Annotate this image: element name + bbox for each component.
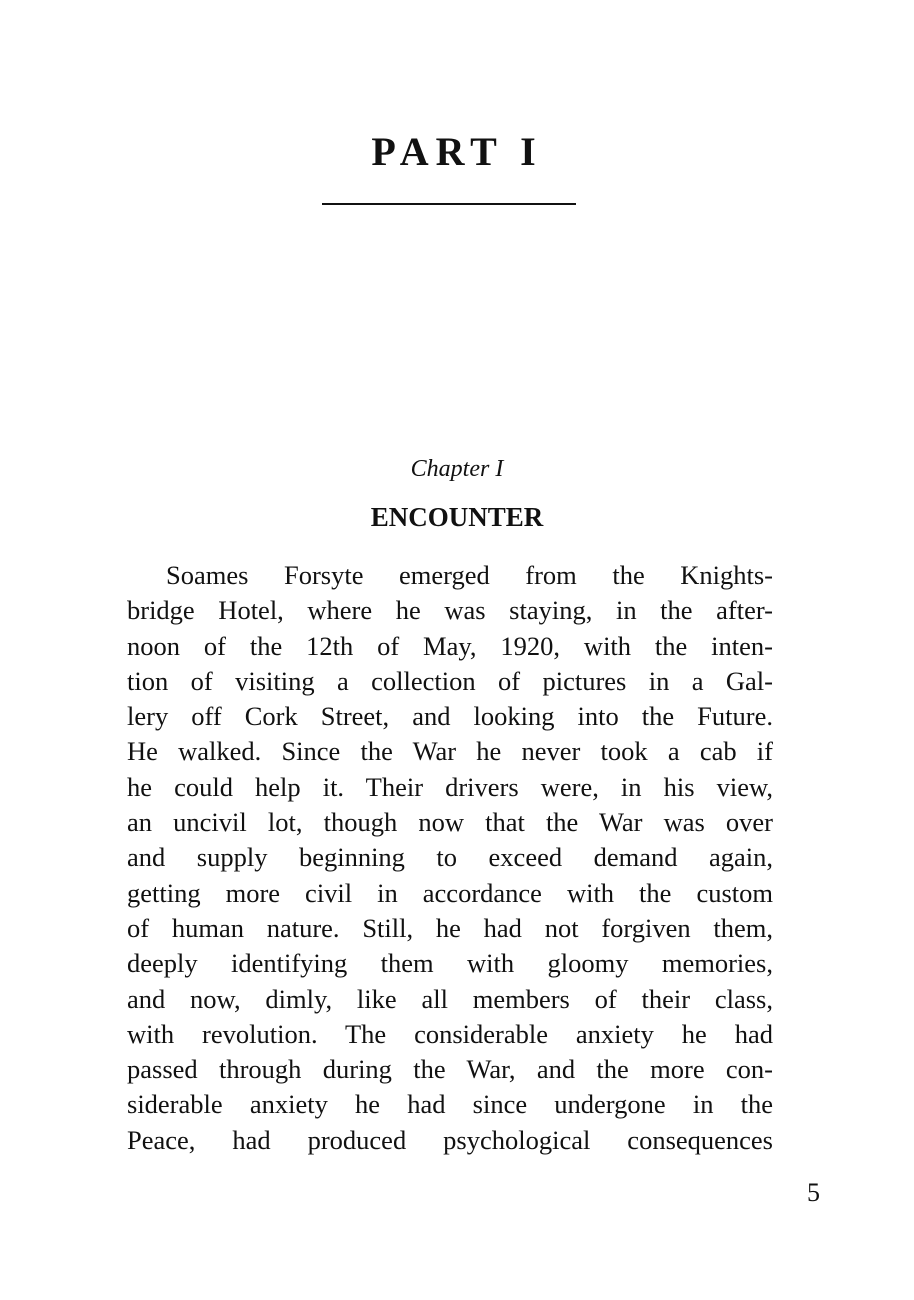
- body-line-10: getting more civil in accordance with the custom: [127, 877, 773, 908]
- body-line-5: lery off Cork Street, and looking into the Future.: [127, 701, 773, 732]
- body-line-1: Soames Forsyte emerged from the Knights-: [166, 560, 773, 590]
- body-line-2: bridge Hotel, where he was staying, in the after-: [127, 595, 773, 626]
- body-line-12: deeply identifying them with gloomy memories,: [127, 948, 773, 979]
- chapter-label: Chapter I: [410, 456, 504, 482]
- body-line-6: He walked. Since the War he never took a cab if: [127, 736, 773, 767]
- body-line-11: of human nature. Still, he had not forgiven them,: [127, 912, 773, 943]
- body-line-17: Peace, had produced psychological consequences: [127, 1124, 773, 1155]
- part-title-rule: [322, 203, 576, 205]
- body-line-15: passed through during the War, and the more con-: [127, 1054, 773, 1085]
- body-line-7: he could help it. Their drivers were, in his view,: [127, 771, 773, 802]
- page-number: 5: [807, 1178, 820, 1207]
- body-line-14: with revolution. The considerable anxiety he had: [127, 1018, 773, 1049]
- body-line-4: tion of visiting a collection of pictures in a Gal-: [127, 665, 773, 696]
- body-line-8: an uncivil lot, though now that the War was over: [127, 807, 773, 838]
- body-line-9: and supply beginning to exceed demand again,: [127, 842, 773, 873]
- chapter-title: ENCOUNTER: [370, 502, 544, 532]
- part-title: PART I: [371, 129, 543, 174]
- body-line-13: and now, dimly, like all members of their class,: [127, 983, 773, 1014]
- body-line-3: noon of the 12th of May, 1920, with the inten-: [127, 630, 773, 661]
- body-line-16: siderable anxiety he had since undergone in the: [127, 1089, 773, 1120]
- chapter-body-paragraph: [127, 558, 773, 1158]
